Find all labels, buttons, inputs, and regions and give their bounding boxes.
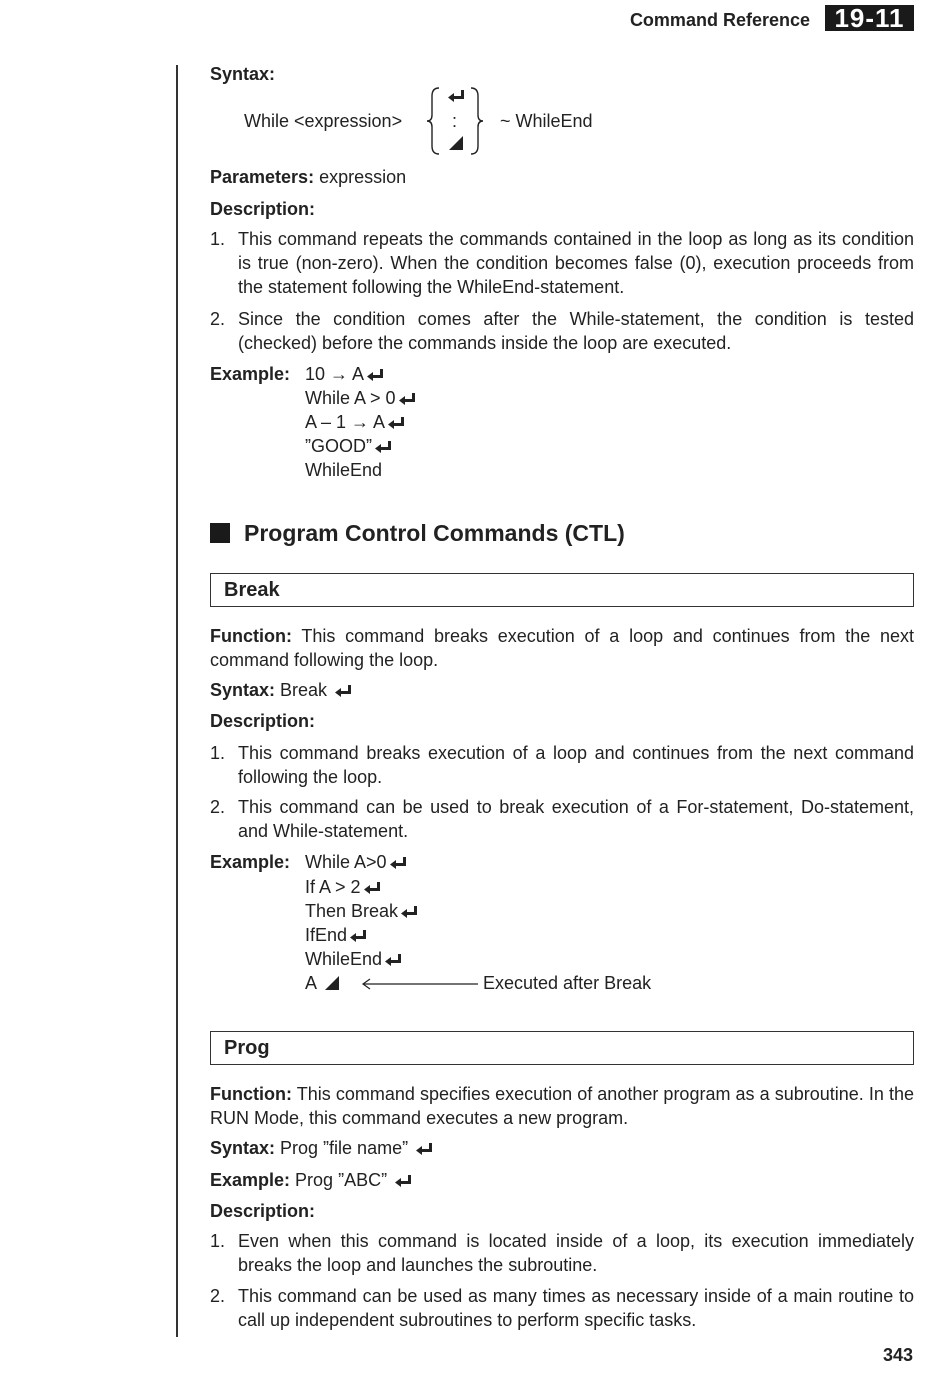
code-line (305, 458, 382, 482)
page-number: 343 (882, 1345, 913, 1365)
command-box-break (210, 573, 914, 607)
code-line (305, 434, 391, 458)
display-triangle-icon (325, 976, 339, 990)
prog-description-label: Description: (210, 1201, 316, 1221)
while-example-label: Example: (210, 364, 291, 384)
enter-icon (448, 90, 464, 102)
syntax-colon: : (452, 111, 458, 131)
prog-function (210, 1082, 914, 1130)
syntax-label: Syntax: (210, 1138, 276, 1158)
while-syntax-prefix: While <expression> (244, 111, 403, 131)
code-text: IfEnd (305, 925, 348, 945)
prog-example (210, 1168, 411, 1192)
syntax-text: Break (275, 680, 328, 700)
list-item-text: Since the condition comes after the While-statement, the condition is tested (checked) before the commands inside the loop are executed. (238, 309, 914, 353)
example-label: Example: (210, 1170, 291, 1190)
example-text: Prog ”ABC” (290, 1170, 388, 1190)
code-text: While A > 0 (305, 388, 396, 408)
enter-icon (390, 857, 406, 869)
command-title: Prog (224, 1037, 270, 1059)
list-item-number: 1. (210, 229, 226, 249)
code-line (305, 850, 406, 874)
code-line (305, 947, 401, 971)
while-description-label: Description: (210, 199, 316, 219)
while-syntax-suffix: ~ WhileEnd (500, 111, 593, 131)
break-description-label: Description: (210, 711, 316, 731)
while-syntax-label: Syntax: (210, 64, 276, 84)
code-text: WhileEnd (305, 949, 383, 969)
syntax-text: Prog ”file name” (275, 1138, 409, 1158)
enter-icon (416, 1143, 432, 1155)
list-item-text: This command can be used as many times as necessary inside of a main routine to call up independent subroutines to perform specific tasks. (238, 1286, 914, 1330)
list-item-number: 1. (210, 1231, 226, 1251)
enter-icon (399, 393, 415, 405)
list-item-number: 2. (210, 309, 226, 329)
enter-icon (335, 685, 351, 697)
code-line (305, 386, 415, 410)
enter-icon (385, 954, 401, 966)
page-header-title: Command Reference (629, 10, 810, 30)
list-item (210, 1284, 914, 1332)
list-item-text: Even when this command is located inside of a loop, its execution immediately breaks the loop and launches the subroutine. (238, 1231, 914, 1275)
margin-rule (176, 65, 178, 1337)
enter-icon (367, 369, 383, 381)
while-parameters (210, 165, 406, 189)
enter-icon (401, 906, 417, 918)
syntax-label: Syntax: (210, 680, 276, 700)
example-annotation: Executed after Break (483, 973, 652, 993)
list-item (210, 741, 914, 789)
code-text: ”GOOD” (305, 436, 372, 456)
list-item-text: This command can be used to break execution of a For-statement, Do-statement, and While-statement. (238, 797, 914, 841)
code-line (305, 875, 380, 899)
section-title: Program Control Commands (CTL) (244, 520, 625, 546)
code-text: Then Break (305, 901, 399, 921)
command-title: Break (224, 579, 280, 601)
code-line (305, 362, 383, 386)
list-item (210, 795, 914, 843)
enter-icon (395, 1175, 411, 1187)
display-triangle-icon (449, 136, 463, 150)
code-text: A (305, 973, 318, 993)
list-item-number: 2. (210, 797, 226, 817)
break-function (210, 624, 914, 672)
code-text: If A > 2 (305, 877, 361, 897)
section-heading (210, 518, 625, 548)
enter-icon (350, 930, 366, 942)
function-text: This command specifies execution of another program as a subroutine. In the RUN Mode, this command executes a new program. (210, 1084, 914, 1128)
enter-icon (375, 441, 391, 453)
code-line (305, 410, 404, 434)
list-item-number: 2. (210, 1286, 226, 1306)
prog-syntax (210, 1136, 432, 1160)
chapter-badge: 19-11 (825, 5, 914, 31)
code-text: 10 → A (305, 364, 365, 384)
parameters-value: expression (314, 167, 407, 187)
function-label: Function: (210, 1084, 292, 1104)
code-text: A – 1 → A (305, 412, 386, 432)
function-text: This command breaks execution of a loop and continues from the next command following the loop. (210, 626, 914, 670)
break-example-label: Example: (210, 852, 291, 872)
enter-icon (388, 417, 404, 429)
code-line (305, 899, 417, 923)
code-line (305, 971, 339, 995)
command-box-prog (210, 1031, 914, 1065)
parameters-label: Parameters: (210, 167, 315, 187)
function-label: Function: (210, 626, 292, 646)
list-item (210, 1229, 914, 1277)
square-bullet-icon (210, 523, 230, 543)
left-arrow-icon (360, 977, 480, 991)
code-line (305, 923, 366, 947)
list-item-number: 1. (210, 743, 226, 763)
code-text: WhileEnd (305, 460, 383, 480)
list-item-text: This command repeats the commands contained in the loop as long as its condition is true (non-zero). When the condition becomes false (0), execution proceeds from the statement following the WhileEnd-statement. (238, 229, 914, 297)
code-text: While A>0 (305, 852, 387, 872)
break-syntax (210, 678, 351, 702)
list-item (210, 307, 914, 355)
list-item (210, 227, 914, 299)
enter-icon (364, 882, 380, 894)
list-item-text: This command breaks execution of a loop and continues from the next command following the loop. (238, 743, 914, 787)
